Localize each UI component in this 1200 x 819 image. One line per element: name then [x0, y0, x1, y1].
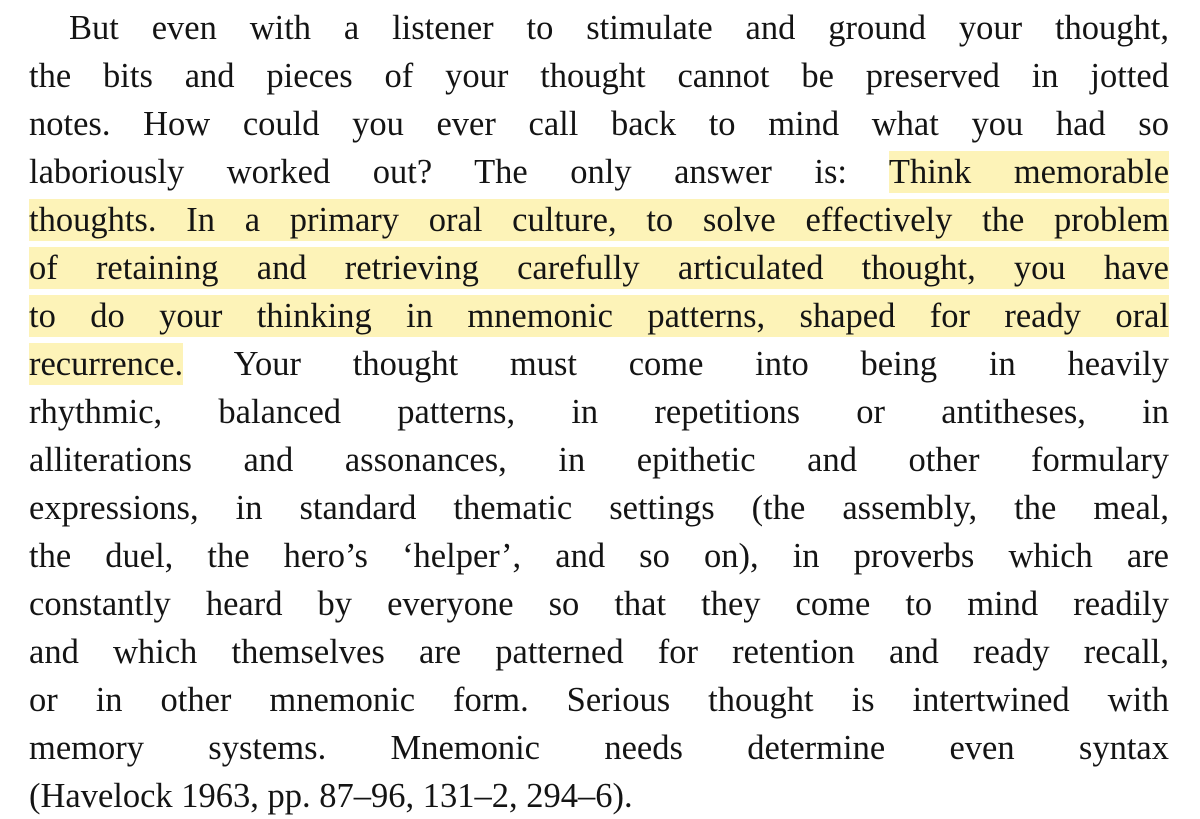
- text-line: [29, 148, 1169, 196]
- highlighted-text: to do your thinking in mnemonic patterns, shaped for ready oral: [29, 297, 1169, 335]
- text-line: [29, 340, 1169, 388]
- text-line: [29, 532, 1169, 580]
- text-line: [29, 4, 1169, 52]
- line-text: Your thought must come into being in heavily: [183, 345, 1169, 383]
- text-line: [29, 772, 1169, 819]
- line-text: the bits and pieces of your thought cannot be preserved in jotted: [29, 57, 1169, 95]
- text-line: [29, 196, 1169, 244]
- line-text: expressions, in standard thematic settings (the assembly, the meal,: [29, 489, 1169, 527]
- line-text: the duel, the hero’s ‘helper’, and so on), in proverbs which are: [29, 537, 1169, 575]
- highlighted-text: Think memorable: [888, 153, 1170, 191]
- text-line: [29, 676, 1169, 724]
- line-text: or in other mnemonic form. Serious thought is intertwined with: [29, 681, 1169, 719]
- paragraph: [29, 4, 1169, 819]
- line-text: (Havelock 1963, pp. 87–96, 131–2, 294–6).: [29, 777, 633, 815]
- highlighted-text: of retaining and retrieving carefully articulated thought, you have: [29, 249, 1169, 287]
- text-line: [29, 100, 1169, 148]
- line-text: constantly heard by everyone so that they come to mind readily: [29, 585, 1169, 623]
- text-line: [29, 724, 1169, 772]
- text-line: [29, 388, 1169, 436]
- highlighted-text: thoughts. In a primary oral culture, to solve effectively the problem: [29, 201, 1169, 239]
- text-line: [29, 292, 1169, 340]
- text-line: [29, 580, 1169, 628]
- text-line: [29, 628, 1169, 676]
- line-text: memory systems. Mnemonic needs determine even syntax: [29, 729, 1169, 767]
- text-line: [29, 244, 1169, 292]
- highlighted-text: recurrence.: [29, 345, 184, 383]
- line-text: rhythmic, balanced patterns, in repetitions or antitheses, in: [29, 393, 1169, 431]
- line-text: laboriously worked out? The only answer is:: [29, 153, 889, 191]
- line-text: But even with a listener to stimulate and ground your thought,: [69, 9, 1169, 47]
- line-text: alliterations and assonances, in epithetic and other formulary: [29, 441, 1169, 479]
- line-text: and which themselves are patterned for retention and ready recall,: [29, 633, 1169, 671]
- text-line: [29, 436, 1169, 484]
- line-text: notes. How could you ever call back to mind what you had so: [29, 105, 1169, 143]
- text-line: [29, 484, 1169, 532]
- text-line: [29, 52, 1169, 100]
